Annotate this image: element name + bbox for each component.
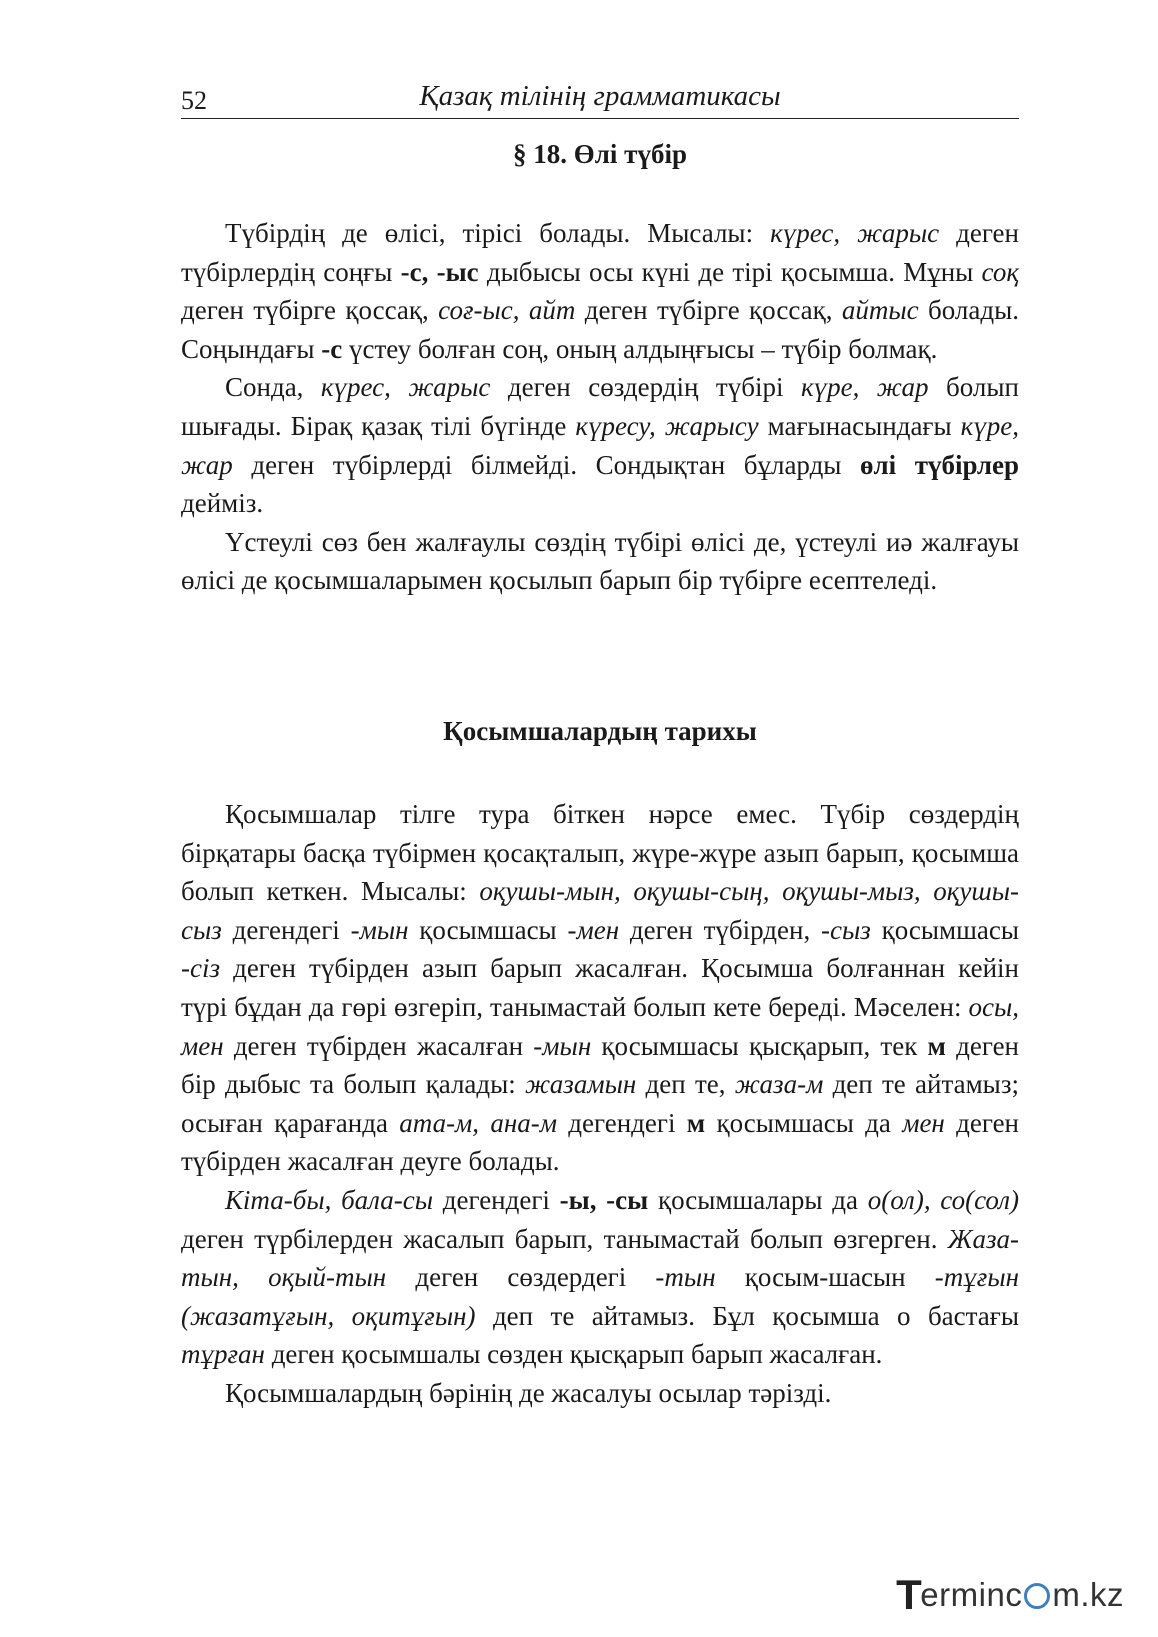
text-span: деген түбірден жасалған - (223, 1030, 543, 1061)
bold-term: м (686, 1107, 706, 1138)
watermark-t: T (896, 1571, 923, 1618)
watermark-text: erminc (920, 1576, 1023, 1613)
text-span: қосымшалары да (648, 1184, 868, 1215)
italic-term: Жаза-тын, оқый-тын (181, 1223, 1019, 1293)
italic-term: -мын (350, 914, 409, 945)
text-span: деген түбірлерді білмейді. Сондықтан бұларды (232, 449, 861, 480)
italic-term: о(ол), со(сол) (867, 1184, 1019, 1215)
text-span: болып шығады. Бірақ қазақ тілі бүгінде (181, 372, 1019, 441)
section-body (181, 214, 1019, 600)
text-span: деген түбірден жасалған деуге болады. (181, 1107, 1020, 1177)
italic-term: мен (902, 1107, 945, 1138)
italic-term: осы, мен (181, 991, 1019, 1061)
italic-term: күрес, жарыс (770, 218, 940, 248)
text-span: Қосымшалар тілге тура біткен нәрсе емес. Түбір сөздердің бірқатары басқа түбірмен қосақталып, жүре-жүре азып барып, қосымша болып кеткен. Мысалы: (181, 799, 1019, 907)
italic-term: жазамын (525, 1069, 637, 1100)
text-span: дегендегі (433, 1184, 560, 1215)
bold-term: м (927, 1030, 946, 1061)
italic-term: мын (542, 1030, 592, 1061)
text-span: дегендегі (556, 1107, 687, 1138)
text-span: Үстеулі сөз бен жалғаулы сөздің түбірі өлісі де, үстеулі иә жалғауы өлісі де қосымшаларымен қосылып барып бір түбірге есептеледі. (181, 526, 1019, 596)
text-span: деген түбірге қоссақ, (181, 295, 439, 326)
italic-term: тұғын (жазатұғын, оқитұғын) (181, 1262, 1020, 1331)
bold-term: -с (321, 333, 343, 364)
circle-o-icon (1024, 1583, 1050, 1609)
text-span: деп те айтамыз; осыған қарағанда (181, 1069, 1019, 1138)
text-span: Сонда, (225, 372, 321, 403)
paragraph (181, 795, 1019, 1181)
text-span: деген түбірден азып барып жасалған. Қосымша болғаннан кейін түрі бұдан да гөрі өзгеріп, танымастай болып кете береді. Мәселен: (181, 953, 1019, 1022)
bold-term: -ы, -сы (559, 1184, 649, 1215)
text-span: Қосымшалардың бәрінің де жасалуы осылар тәрізді. (225, 1377, 832, 1408)
text-span: Түбірдің де өлісі, тірісі болады. Мысалы: (225, 218, 771, 248)
paragraph (181, 1181, 1019, 1374)
text-span: деген түбірлердің соңғы (181, 218, 1019, 287)
italic-term: тұрған (181, 1339, 265, 1370)
section-body (181, 795, 1019, 1413)
text-span: қосымшасы (408, 914, 568, 945)
paragraph (181, 368, 1019, 522)
text-span: қосымшасы да (705, 1107, 903, 1138)
page-number: 52 (181, 86, 207, 115)
text-span: қосым-шасын - (715, 1262, 944, 1293)
italic-term: ата-м, ана-м (399, 1107, 557, 1138)
watermark-text: m.kz (1052, 1576, 1124, 1613)
watermark-logo (896, 1571, 1124, 1619)
text-span: дейміз. (181, 488, 264, 519)
italic-term: оқушы-мын, оқушы-сың, оқушы-мыз, оқушы-сыз (181, 876, 1019, 945)
text-span: дыбысы осы күні де тірі қосымша. Мұны (478, 256, 982, 287)
text-span: деген сөздердің түбірі (490, 372, 801, 403)
text-span: мағынасындағы (758, 410, 961, 441)
paragraph (181, 214, 1019, 368)
italic-term: соғ-ыс, айт (438, 295, 576, 326)
italic-term: -сыз (821, 914, 871, 945)
bold-term: өлі түбірлер (860, 449, 1019, 480)
italic-term: күре, жар (181, 410, 1020, 480)
text-span: болады. Соңындағы (181, 295, 1019, 364)
text-span: қосымшасы (870, 914, 1020, 945)
italic-term: айтыс (841, 295, 919, 326)
text-span: деген түбірден, (619, 914, 822, 945)
text-span: деген бір дыбыс та болып қалады: (181, 1030, 1019, 1100)
text-span: деген түбірге қоссақ, (575, 295, 842, 326)
paragraph (181, 1374, 1019, 1413)
text-span: деп те айтамыз. Бұл қосымша о бастағы (475, 1300, 1019, 1331)
italic-term: жаза-м (734, 1069, 824, 1100)
text-span: үстеу болған соң, оның алдыңғысы – түбір болмақ. (342, 333, 938, 364)
italic-term: соқ (981, 256, 1019, 287)
paragraph (181, 523, 1019, 600)
text-span: қосымшасы қысқарып, тек (591, 1030, 928, 1061)
italic-term: күресу, жарысу (575, 410, 759, 441)
italic-term: Кіта-бы, бала-сы (225, 1184, 434, 1215)
italic-term: күрес, жарыс (320, 372, 491, 403)
text-span: дегендегі (221, 914, 351, 945)
text-span: деген қосымшалы сөзден қысқарып барып жасалған. (264, 1339, 883, 1370)
italic-term: -мен (567, 914, 620, 945)
bold-term: -с, -ыс (400, 256, 479, 287)
italic-term: күре, жар (800, 372, 929, 403)
page-header (181, 78, 1019, 119)
subheading: Қосымшалардың тарихы (443, 716, 757, 746)
text-span: деген түрбілерден жасалып барып, танымастай болып өзгерген. (181, 1223, 948, 1254)
running-title: Қазақ тілінің грамматикасы (419, 80, 781, 112)
text-span: деген сөздердегі - (386, 1262, 665, 1293)
italic-term: -сіз (181, 953, 221, 984)
section-title: § 18. Өлі түбір (513, 139, 687, 169)
text-span: деп те, (636, 1069, 735, 1100)
italic-term: тын (664, 1262, 716, 1293)
